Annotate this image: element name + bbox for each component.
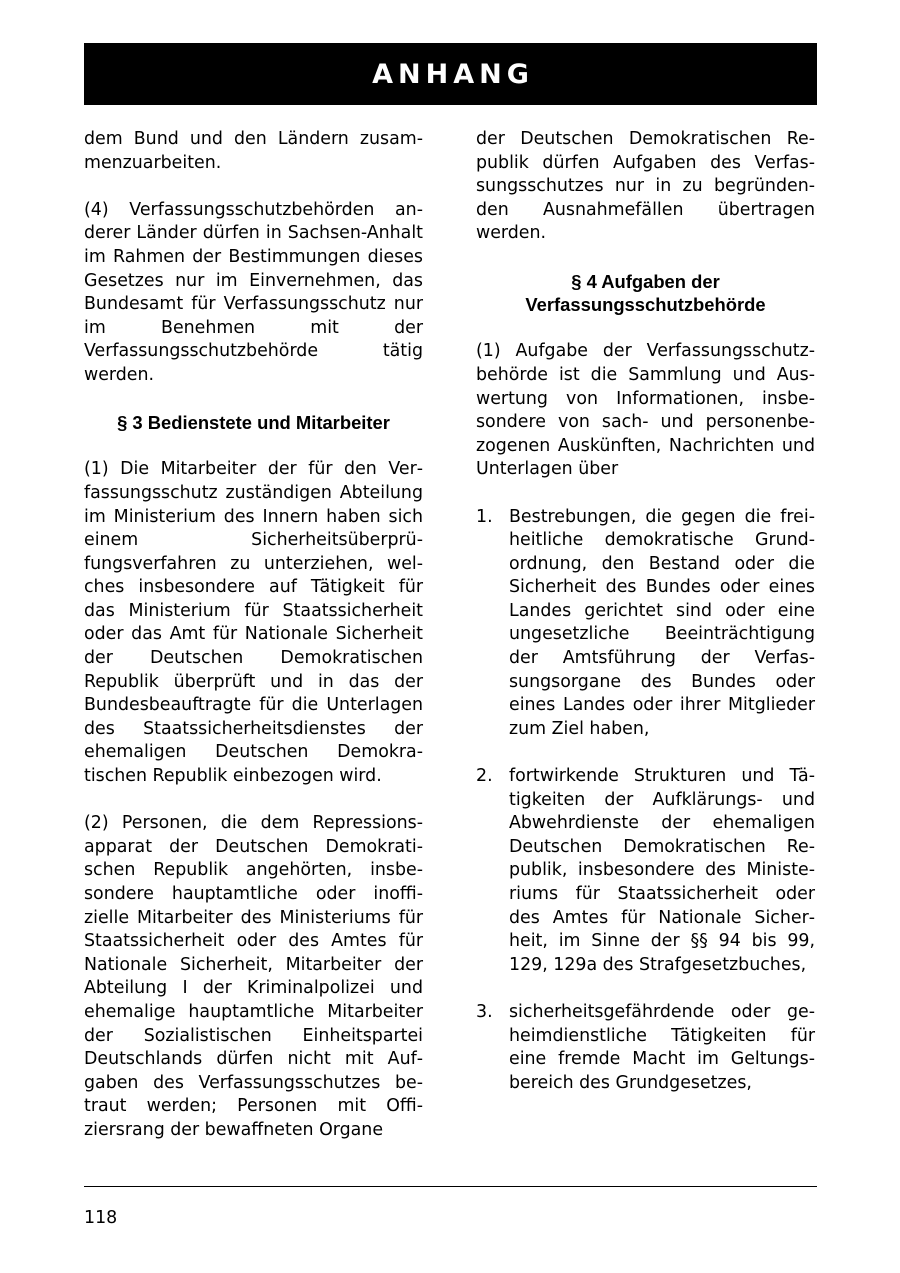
footer-divider [84, 1186, 817, 1187]
section-4-heading [476, 270, 815, 317]
list-item [476, 506, 815, 742]
list-item-number: 1. [476, 506, 493, 527]
list-item [476, 765, 815, 977]
list-item-number: 2. [476, 766, 493, 787]
section-3-heading: § 3 Bedienstete und Mitarbeiter [117, 412, 390, 434]
list-item-number: 3. [476, 1001, 493, 1022]
list-item-text: Bestrebungen, die gegen die freiheitliche demokratische Grundordnung, den Bestand oder die Sicherheit des Bundes oder eines Landes gerichtet sind oder eine ungesetzliche Beeinträchtigung der Amtsführung der Verfassungsorgane des Bundes oder eines Landes oder ihrer Mitglieder zum Ziel haben, [509, 506, 815, 739]
left-paragraph-3: (1) Die Mitarbeiter der für den Verfassungsschutz zuständigen Abteilung im Ministerium des Innern haben sich einem Sicherheitsüberprüfungsverfahren zu unterziehen, welches insbesondere auf Tätigkeit für das Ministerium für Staatssicherheit oder das Amt für Nationale Sicherheit der Deutschen Demokratischen Republik überprüft und in das der Bundesbeauftragte für die Unterlagen des Staatssicherheitsdienstes der ehemaligen Deutschen Demokratischen Republik einbezogen wird. [84, 459, 423, 787]
right-column [476, 128, 815, 1119]
section-4-heading-line-1: § 4 Aufgaben der [571, 270, 720, 292]
list-item-text: sicherheitsgefährdende oder geheimdienstliche Tätigkeiten für eine fremde Macht im Geltungsbereich des Grundgesetzes, [509, 1001, 815, 1093]
left-paragraph-2: (4) Verfassungsschutzbehörden anderer Länder dürfen in Sachsen-Anhalt im Rahmen der Bestimmungen dieses Gesetzes nur im Einvernehmen, das Bundesamt für Verfassungsschutz nur im Benehmen mit der Verfassungsschutzbehörde tätig werden. [84, 199, 423, 385]
left-column [84, 128, 423, 1166]
section-4-heading-line-2: Verfassungsschutzbehörde [525, 294, 766, 316]
list-item [476, 1001, 815, 1095]
header-bar [84, 43, 817, 105]
left-paragraph-4: (2) Personen, die dem Repressionsapparat der Deutschen Demokratischen Republik angehörten, insbesondere hauptamtliche oder inoffizielle Mitarbeiter des Ministeriums für Staatssicherheit oder des Amtes für Nationale Sicherheit, Mitarbeiter der Abteilung I der Kriminalpolizei und ehemalige hauptamtliche Mitarbeiter der Sozialistischen Einheitspartei Deutschlands dürfen nicht mit Aufgaben des Verfassungsschutzes betraut werden; Personen mit Offiziersrang der bewaffneten Organe [84, 813, 423, 1140]
right-paragraph-1: der Deutschen Demokratischen Republik dürfen Aufgaben des Verfassungsschutzes nur in zu begründenden Ausnahmefällen übertragen werden. [476, 129, 815, 244]
list-item-text: fortwirkende Strukturen und Tätigkeiten der Aufklärungs- und Abwehrdienste der ehemaligen Deutschen Demokratischen Republik, insbesondere des Ministeriums für Staatssicherheit oder des Amtes für Nationale Sicherheit, im Sinne der §§ 94 bis 99, 129, 129a des Strafgesetzbuches, [509, 766, 815, 975]
left-paragraph-1: dem Bund und den Ländern zusammenzuarbeiten. [84, 129, 423, 173]
header-title: ANHANG [372, 58, 534, 90]
right-paragraph-2: (1) Aufgabe der Verfassungsschutzbehörde ist die Sammlung und Auswertung von Informationen, insbesondere von sach- und personenbezogenen Auskünften, Nachrichten und Unterlagen über [476, 341, 815, 480]
page-number: 118 [84, 1208, 118, 1228]
numbered-list [476, 506, 815, 1096]
